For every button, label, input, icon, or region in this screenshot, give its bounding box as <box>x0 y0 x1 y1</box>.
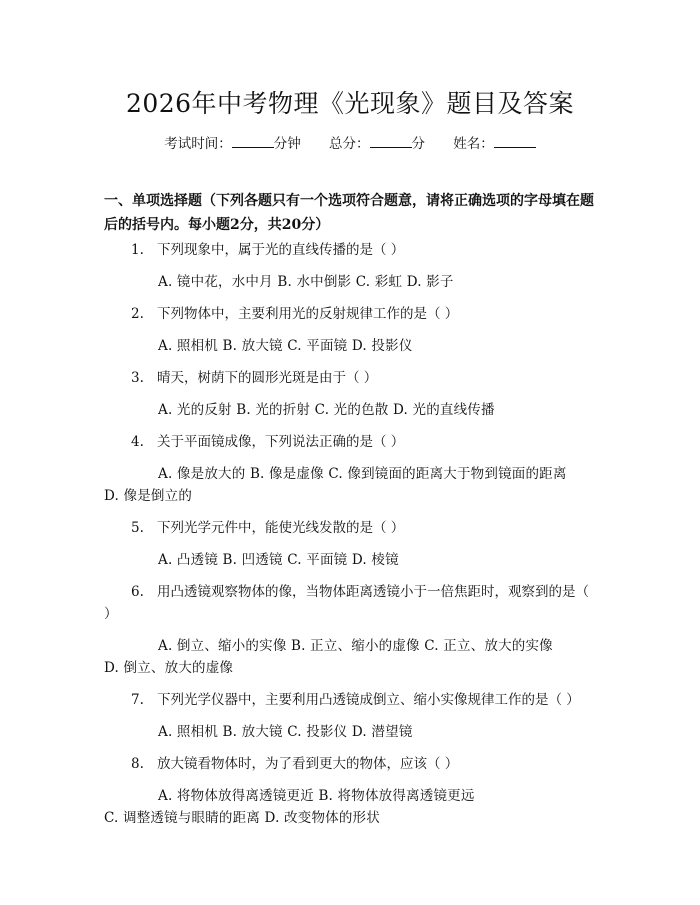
student-name-field <box>453 132 536 152</box>
option-a: A. 照相机 <box>158 724 219 740</box>
question-number: 2. <box>131 306 144 322</box>
question-text: 晴天，树荫下的圆形光斑是由于（ ） <box>157 370 378 386</box>
section-heading: 一、单项选择题（下列各题只有一个选项符合题意，请将正确选项的字母填在题后的括号内。每小题2分，共20分） <box>104 193 594 233</box>
option-a: A. 将物体放得离透镜更近 <box>158 788 314 804</box>
question-options <box>104 785 596 829</box>
question-stem <box>104 753 596 775</box>
question-item <box>104 581 596 679</box>
question-number: 6. <box>131 584 144 600</box>
option-b: B. 水中倒影 <box>277 274 352 290</box>
question-stem <box>104 517 596 539</box>
total-score-unit: 分 <box>411 136 425 152</box>
question-options <box>104 271 596 293</box>
exam-time-field <box>164 132 301 152</box>
option-a: A. 照相机 <box>158 338 219 354</box>
question-stem <box>104 303 596 325</box>
question-item <box>104 303 596 357</box>
student-name-label: 姓名： <box>453 136 494 152</box>
total-score-field <box>329 132 425 152</box>
question-text: 放大镜看物体时，为了看到更大的物体，应该（ ） <box>157 756 459 772</box>
question-number: 1. <box>131 242 144 258</box>
option-b: B. 光的折射 <box>236 402 311 418</box>
option-c: C. 像到镜面的距离大于物到镜面的距离 <box>328 466 567 482</box>
question-options <box>104 335 596 357</box>
question-stem <box>104 431 596 453</box>
total-score-blank <box>370 135 412 148</box>
question-item <box>104 239 596 293</box>
exam-time-blank <box>232 135 274 148</box>
question-text: 下列物体中，主要利用光的反射规律工作的是（ ） <box>157 306 459 322</box>
question-text: 下列现象中，属于光的直线传播的是（ ） <box>157 242 405 258</box>
option-d: D. 倒立、放大的虚像 <box>104 660 234 676</box>
exam-info-line <box>0 132 700 152</box>
question-number: 8. <box>131 756 144 772</box>
option-d: D. 投影仪 <box>351 338 413 354</box>
total-score-label: 总分： <box>329 136 370 152</box>
question-item <box>104 689 596 743</box>
option-b: B. 放大镜 <box>222 338 283 354</box>
question-number: 4. <box>131 434 144 450</box>
question-options <box>104 721 596 743</box>
option-d: D. 像是倒立的 <box>104 488 193 504</box>
question-stem <box>104 239 596 261</box>
option-d: D. 改变物体的形状 <box>264 810 380 826</box>
exam-time-label: 考试时间： <box>164 136 232 152</box>
option-c: C. 彩虹 <box>355 274 403 290</box>
option-c: C. 投影仪 <box>287 724 348 740</box>
option-c: C. 平面镜 <box>287 338 348 354</box>
question-number: 5. <box>131 520 144 536</box>
option-c: C. 平面镜 <box>287 552 348 568</box>
student-name-blank <box>494 135 536 148</box>
question-options <box>104 549 596 571</box>
question-options <box>104 463 596 507</box>
question-item <box>104 517 596 571</box>
question-item <box>104 431 596 507</box>
option-b: B. 凹透镜 <box>222 552 283 568</box>
option-d: D. 潜望镜 <box>351 724 413 740</box>
question-text: 用凸透镜观察物体的像，当物体距离透镜小于一倍焦距时，观察到的是（ ） <box>104 584 589 622</box>
question-text: 关于平面镜成像，下列说法正确的是（ ） <box>157 434 405 450</box>
question-stem <box>104 581 596 625</box>
option-a: A. 像是放大的 <box>158 466 246 482</box>
option-b: B. 像是虚像 <box>249 466 324 482</box>
option-a: A. 凸透镜 <box>158 552 219 568</box>
option-c: C. 光的色散 <box>314 402 389 418</box>
option-d: D. 棱镜 <box>351 552 399 568</box>
option-c: C. 正立、放大的实像 <box>424 638 553 654</box>
question-item <box>104 367 596 421</box>
document-title: 2026年中考物理《光现象》题目及答案 <box>125 89 575 118</box>
question-stem <box>104 689 596 711</box>
question-options <box>104 635 596 679</box>
option-a: A. 倒立、缩小的实像 <box>158 638 287 654</box>
question-text: 下列光学元件中，能使光线发散的是（ ） <box>157 520 405 536</box>
option-d: D. 光的直线传播 <box>392 402 495 418</box>
option-b: B. 放大镜 <box>222 724 283 740</box>
exam-time-unit: 分钟 <box>273 136 301 152</box>
question-stem <box>104 367 596 389</box>
option-b: B. 将物体放得离透镜更远 <box>318 788 475 804</box>
question-options <box>104 399 596 421</box>
question-number: 3. <box>131 370 144 386</box>
option-a: A. 镜中花，水中月 <box>158 274 273 290</box>
question-item <box>104 753 596 829</box>
question-list <box>104 239 596 839</box>
option-b: B. 正立、缩小的虚像 <box>291 638 420 654</box>
question-text: 下列光学仪器中，主要利用凸透镜成倒立、缩小实像规律工作的是（ ） <box>157 692 580 708</box>
option-a: A. 光的反射 <box>158 402 232 418</box>
option-d: D. 影子 <box>406 274 454 290</box>
option-c: C. 调整透镜与眼睛的距离 <box>104 810 261 826</box>
question-number: 7. <box>131 692 144 708</box>
